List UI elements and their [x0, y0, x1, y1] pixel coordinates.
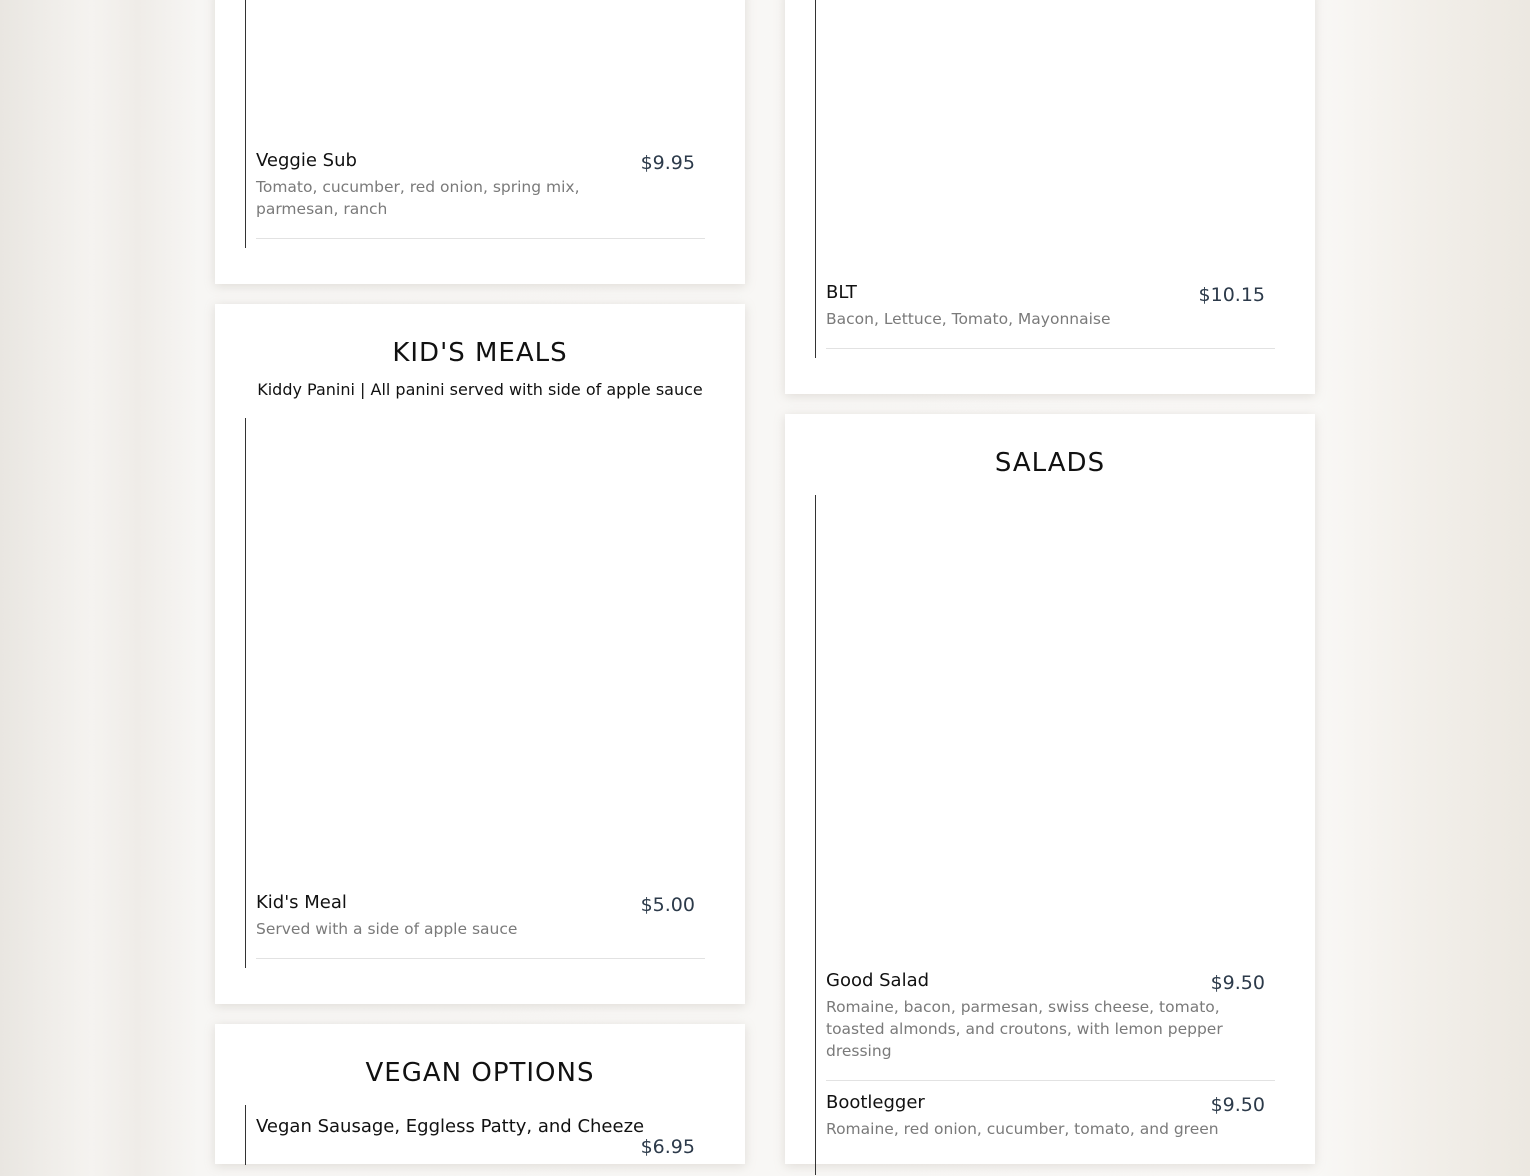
section-subtitle: Kiddy Panini | All panini served with side of apple sauce [257, 380, 703, 399]
menu-item-description: Tomato, cucumber, red onion, spring mix, parmesan, ranch [256, 178, 580, 218]
menu-card-kids-meals [215, 304, 745, 1004]
menu-item-name: Bootlegger [826, 1092, 925, 1113]
menu-item-description: Served with a side of apple sauce [256, 920, 518, 938]
menu-item-description: Romaine, red onion, cucumber, tomato, and green [826, 1120, 1219, 1138]
menu-item-name: BLT [826, 282, 857, 303]
section-divider-line [245, 0, 246, 248]
menu-item[interactable] [826, 1092, 1275, 1152]
menu-item-description: Bacon, Lettuce, Tomato, Mayonnaise [826, 310, 1111, 328]
menu-item-name: Kid's Meal [256, 892, 347, 913]
menu-item-name: Good Salad [826, 970, 930, 991]
section-title: VEGAN OPTIONS [365, 1058, 595, 1088]
menu-item[interactable] [256, 1116, 705, 1176]
menu-item-price: $6.95 [640, 1136, 695, 1158]
menu-card-salads [785, 414, 1315, 1164]
menu-item-price: $9.50 [1210, 1094, 1265, 1116]
menu-item[interactable] [826, 282, 1275, 342]
item-separator [826, 348, 1275, 349]
section-title: KID'S MEALS [392, 338, 568, 368]
menu-item-price: $10.15 [1198, 284, 1265, 306]
menu-card-sandwiches-left [215, 0, 745, 284]
menu-item[interactable] [256, 150, 705, 230]
section-divider-line [245, 418, 246, 968]
menu-card-vegan-options [215, 1024, 745, 1164]
section-title: SALADS [994, 448, 1106, 478]
menu-item-name: Veggie Sub [256, 150, 357, 171]
menu-item-name: Vegan Sausage, Eggless Patty, and Cheeze [256, 1116, 645, 1137]
item-separator [826, 1080, 1275, 1081]
menu-card-sandwiches-right [785, 0, 1315, 394]
menu-item-description: Romaine, bacon, parmesan, swiss cheese, tomato, toasted almonds, and croutons, with lemon pepper dressing [826, 998, 1223, 1060]
section-divider-line [815, 495, 816, 1175]
section-divider-line [815, 0, 816, 358]
section-divider-line [245, 1105, 246, 1165]
menu-item-price: $9.50 [1210, 972, 1265, 994]
menu-item[interactable] [256, 892, 705, 952]
item-separator [256, 958, 705, 959]
menu-item[interactable] [826, 970, 1275, 1070]
menu-item-price: $5.00 [640, 894, 695, 916]
menu-item-price: $9.95 [640, 152, 695, 174]
item-separator [256, 238, 705, 239]
